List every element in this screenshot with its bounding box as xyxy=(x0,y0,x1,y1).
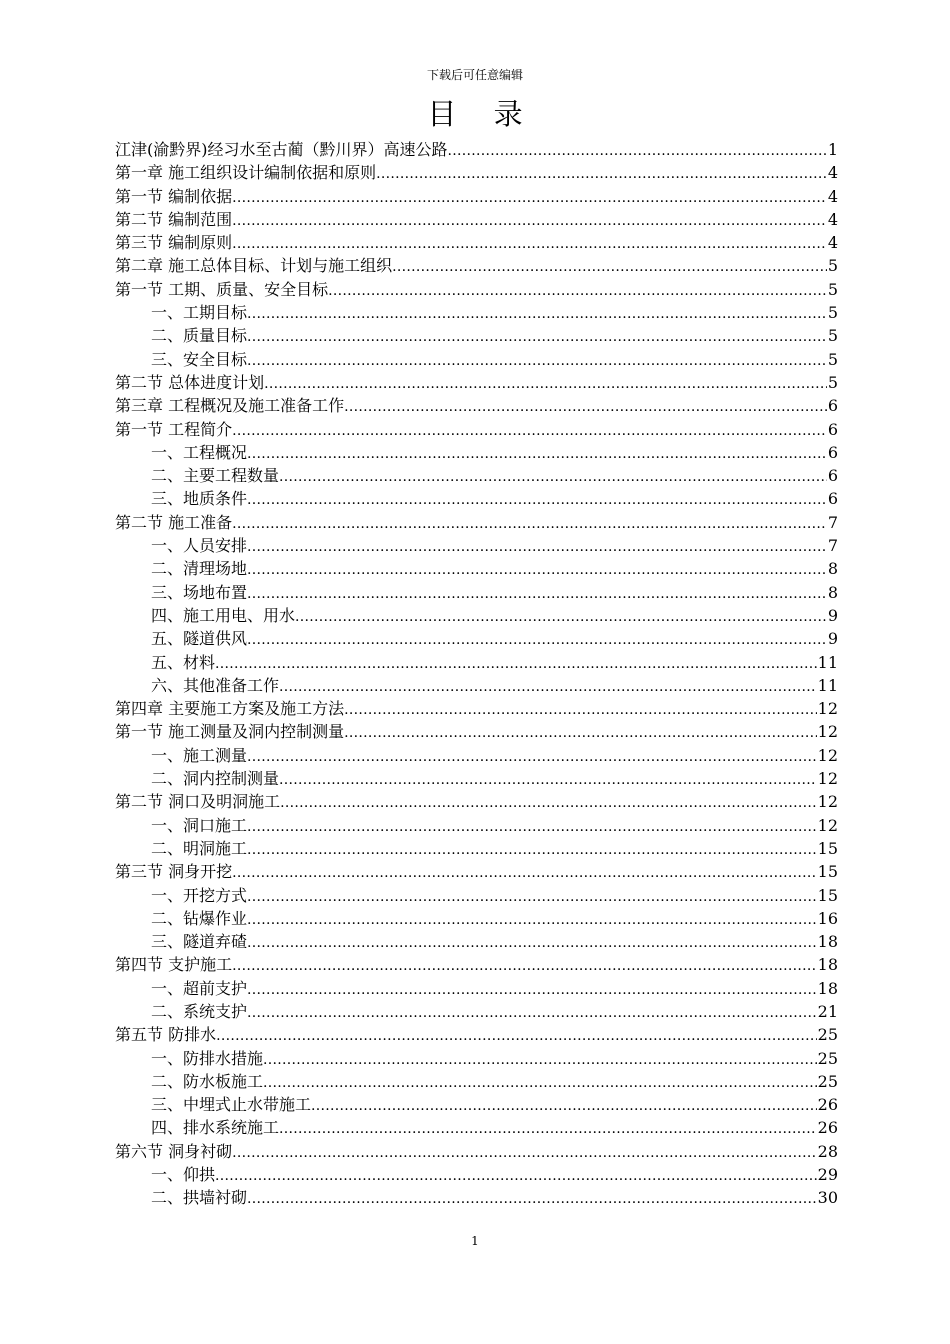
toc-dot-leader xyxy=(232,862,817,883)
toc-dot-leader xyxy=(280,792,817,813)
toc-dot-leader xyxy=(247,489,827,510)
toc-entry[interactable] xyxy=(115,557,838,580)
toc-entry-title: 四、排水系统施工 xyxy=(151,1118,280,1138)
toc-entry[interactable] xyxy=(115,1070,838,1093)
toc-entry-title: 二、防水板施工 xyxy=(151,1071,264,1091)
toc-dot-leader xyxy=(311,1095,817,1116)
toc-entry-title: 第三节 洞身开挖 xyxy=(115,862,233,882)
toc-entry[interactable] xyxy=(115,371,838,394)
toc-entry-title: 五、材料 xyxy=(151,652,216,672)
table-of-contents xyxy=(115,138,838,1210)
toc-entry-title: 一、超前支护 xyxy=(151,978,248,998)
toc-entry-page: 11 xyxy=(817,675,838,695)
toc-dot-leader xyxy=(263,1049,817,1070)
toc-entry[interactable] xyxy=(115,1047,838,1070)
toc-entry-page: 12 xyxy=(817,815,838,835)
toc-entry-title: 四、施工用电、用水 xyxy=(151,605,296,625)
toc-entry-page: 28 xyxy=(817,1141,838,1161)
toc-entry-title: 第二节 施工准备 xyxy=(115,512,233,532)
toc-entry-title: 一、工期目标 xyxy=(151,303,248,323)
toc-entry-title: 第一节 施工测量及洞内控制测量 xyxy=(115,722,345,742)
toc-entry[interactable] xyxy=(115,907,838,930)
toc-entry-title: 第五节 防排水 xyxy=(115,1025,217,1045)
toc-entry[interactable] xyxy=(115,138,838,161)
toc-entry-page: 12 xyxy=(817,722,838,742)
toc-entry-page: 5 xyxy=(827,256,838,276)
toc-entry[interactable] xyxy=(115,231,838,254)
page-title: 目 录 xyxy=(427,97,537,131)
toc-dot-leader xyxy=(344,722,817,743)
toc-entry[interactable] xyxy=(115,464,838,487)
toc-dot-leader xyxy=(232,233,827,254)
toc-entry[interactable] xyxy=(115,1093,838,1116)
toc-dot-leader xyxy=(247,350,827,371)
toc-entry-page: 26 xyxy=(817,1118,838,1138)
toc-dot-leader xyxy=(232,1142,817,1163)
toc-entry-title: 二、钻爆作业 xyxy=(151,908,248,928)
toc-entry[interactable] xyxy=(115,1163,838,1186)
toc-entry-page: 18 xyxy=(817,955,838,975)
toc-dot-leader xyxy=(232,187,827,208)
toc-entry[interactable] xyxy=(115,254,838,277)
toc-entry-page: 6 xyxy=(827,442,838,462)
toc-entry-page: 16 xyxy=(817,908,838,928)
toc-entry[interactable] xyxy=(115,1000,838,1023)
toc-entry-page: 5 xyxy=(827,303,838,323)
toc-dot-leader xyxy=(279,676,817,697)
toc-dot-leader xyxy=(247,559,827,580)
footer-page-number: 1 xyxy=(471,1234,479,1248)
toc-entry[interactable] xyxy=(115,953,838,976)
toc-entry-page: 18 xyxy=(817,978,838,998)
toc-entry[interactable] xyxy=(115,767,838,790)
toc-entry-page: 8 xyxy=(827,582,838,602)
toc-entry[interactable] xyxy=(115,627,838,650)
toc-dot-leader xyxy=(295,606,827,627)
toc-entry[interactable] xyxy=(115,744,838,767)
toc-entry-title: 一、洞口施工 xyxy=(151,815,248,835)
toc-entry-title: 第三章 工程概况及施工准备工作 xyxy=(115,396,345,416)
toc-dot-leader xyxy=(247,839,817,860)
toc-entry-page: 15 xyxy=(817,862,838,882)
toc-entry-title: 三、场地布置 xyxy=(151,582,248,602)
toc-entry-page: 6 xyxy=(827,466,838,486)
toc-entry-page: 8 xyxy=(827,559,838,579)
toc-entry-title: 第一节 工程简介 xyxy=(115,419,233,439)
toc-entry[interactable] xyxy=(115,930,838,953)
toc-dot-leader xyxy=(344,396,827,417)
toc-dot-leader xyxy=(216,1025,817,1046)
toc-entry[interactable] xyxy=(115,278,838,301)
toc-entry[interactable] xyxy=(115,1186,838,1209)
toc-entry-title: 五、隧道供风 xyxy=(151,629,248,649)
toc-entry[interactable] xyxy=(115,884,838,907)
toc-dot-leader xyxy=(279,769,817,790)
toc-entry[interactable] xyxy=(115,348,838,371)
toc-entry-page: 29 xyxy=(817,1165,838,1185)
toc-entry-title: 三、安全目标 xyxy=(151,349,248,369)
toc-entry-page: 5 xyxy=(827,279,838,299)
toc-dot-leader xyxy=(232,955,817,976)
toc-dot-leader xyxy=(247,443,827,464)
toc-entry[interactable] xyxy=(115,651,838,674)
toc-entry-title: 第四节 支护施工 xyxy=(115,955,233,975)
toc-dot-leader xyxy=(279,466,827,487)
toc-entry[interactable] xyxy=(115,487,838,510)
toc-entry[interactable] xyxy=(115,161,838,184)
toc-entry-title: 江津(渝黔界)经习水至古蔺（黔川界）高速公路 xyxy=(115,140,448,159)
toc-entry[interactable] xyxy=(115,1140,838,1163)
toc-entry-title: 一、防排水措施 xyxy=(151,1048,264,1068)
toc-entry-page: 30 xyxy=(817,1188,838,1208)
toc-entry-title: 三、隧道弃碴 xyxy=(151,932,248,952)
toc-entry-title: 第二章 施工总体目标、计划与施工组织 xyxy=(115,256,393,276)
toc-entry-page: 26 xyxy=(817,1095,838,1115)
toc-entry-page: 4 xyxy=(827,163,838,183)
toc-dot-leader xyxy=(247,303,827,324)
toc-entry-page: 6 xyxy=(827,489,838,509)
toc-dot-leader xyxy=(247,583,827,604)
toc-entry[interactable] xyxy=(115,301,838,324)
toc-entry-title: 第四章 主要施工方案及施工方法 xyxy=(115,699,345,719)
toc-dot-leader xyxy=(215,653,817,674)
toc-entry-title: 三、地质条件 xyxy=(151,489,248,509)
toc-entry-page: 7 xyxy=(827,536,838,556)
toc-dot-leader xyxy=(232,420,827,441)
toc-entry-title: 第二节 洞口及明洞施工 xyxy=(115,792,281,812)
toc-entry-page: 9 xyxy=(827,605,838,625)
toc-entry[interactable] xyxy=(115,1116,838,1139)
toc-entry-title: 二、明洞施工 xyxy=(151,838,248,858)
toc-dot-leader xyxy=(247,886,817,907)
toc-dot-leader xyxy=(264,373,827,394)
toc-dot-leader xyxy=(247,932,817,953)
toc-entry[interactable] xyxy=(115,604,838,627)
toc-entry[interactable] xyxy=(115,697,838,720)
toc-dot-leader xyxy=(215,1165,817,1186)
toc-dot-leader xyxy=(247,536,827,557)
toc-entry-title: 第一节 编制依据 xyxy=(115,186,233,206)
toc-dot-leader xyxy=(232,210,827,231)
toc-entry[interactable] xyxy=(115,534,838,557)
toc-entry-title: 一、开挖方式 xyxy=(151,885,248,905)
toc-entry[interactable] xyxy=(115,208,838,231)
toc-dot-leader xyxy=(247,816,817,837)
toc-entry-page: 15 xyxy=(817,885,838,905)
toc-entry[interactable] xyxy=(115,720,838,743)
toc-dot-leader xyxy=(392,256,827,277)
toc-entry-page: 1 xyxy=(827,140,838,159)
toc-entry[interactable] xyxy=(115,441,838,464)
toc-dot-leader xyxy=(376,163,827,184)
toc-entry[interactable] xyxy=(115,511,838,534)
toc-entry-title: 二、清理场地 xyxy=(151,559,248,579)
toc-dot-leader xyxy=(344,699,817,720)
toc-entry-title: 第三节 编制原则 xyxy=(115,233,233,253)
toc-entry[interactable] xyxy=(115,394,838,417)
toc-dot-leader xyxy=(448,140,827,161)
toc-entry-page: 6 xyxy=(827,419,838,439)
toc-entry[interactable] xyxy=(115,1023,838,1046)
toc-entry-page: 5 xyxy=(827,326,838,346)
toc-entry-page: 15 xyxy=(817,838,838,858)
toc-entry-page: 21 xyxy=(817,1001,838,1021)
toc-entry-page: 12 xyxy=(817,745,838,765)
toc-entry-page: 4 xyxy=(827,233,838,253)
toc-entry-page: 18 xyxy=(817,932,838,952)
toc-entry-page: 9 xyxy=(827,629,838,649)
toc-entry-title: 二、洞内控制测量 xyxy=(151,769,280,789)
toc-entry-page: 4 xyxy=(827,209,838,229)
toc-dot-leader xyxy=(247,909,817,930)
toc-entry[interactable] xyxy=(115,581,838,604)
toc-entry-page: 12 xyxy=(817,792,838,812)
toc-entry-title: 第二节 编制范围 xyxy=(115,209,233,229)
toc-entry-title: 第一章 施工组织设计编制依据和原则 xyxy=(115,163,377,183)
toc-entry-page: 12 xyxy=(817,769,838,789)
toc-entry-title: 二、质量目标 xyxy=(151,326,248,346)
toc-entry-title: 第一节 工期、质量、安全目标 xyxy=(115,279,329,299)
toc-entry-page: 25 xyxy=(817,1048,838,1068)
toc-entry[interactable] xyxy=(115,860,838,883)
toc-entry-title: 一、工程概况 xyxy=(151,442,248,462)
toc-entry-title: 二、系统支护 xyxy=(151,1001,248,1021)
toc-entry-page: 4 xyxy=(827,186,838,206)
toc-dot-leader xyxy=(328,280,827,301)
toc-entry-page: 7 xyxy=(827,512,838,532)
toc-dot-leader xyxy=(232,513,827,534)
toc-dot-leader xyxy=(247,326,827,347)
toc-entry-page: 12 xyxy=(817,699,838,719)
toc-entry-title: 第六节 洞身衬砌 xyxy=(115,1141,233,1161)
toc-entry[interactable] xyxy=(115,674,838,697)
toc-entry-title: 三、中埋式止水带施工 xyxy=(151,1095,312,1115)
toc-dot-leader xyxy=(279,1118,817,1139)
toc-entry[interactable] xyxy=(115,324,838,347)
toc-entry-page: 11 xyxy=(817,652,838,672)
toc-dot-leader xyxy=(263,1072,817,1093)
toc-entry-title: 第二节 总体进度计划 xyxy=(115,372,265,392)
toc-entry[interactable] xyxy=(115,977,838,1000)
toc-entry[interactable] xyxy=(115,418,838,441)
toc-dot-leader xyxy=(247,629,827,650)
toc-entry-title: 二、主要工程数量 xyxy=(151,466,280,486)
toc-entry[interactable] xyxy=(115,837,838,860)
toc-entry[interactable] xyxy=(115,185,838,208)
toc-entry-title: 一、施工测量 xyxy=(151,745,248,765)
header-note: 下载后可任意编辑 xyxy=(426,68,523,82)
toc-entry-title: 二、拱墙衬砌 xyxy=(151,1188,248,1208)
toc-entry-page: 5 xyxy=(827,372,838,392)
toc-entry-title: 六、其他准备工作 xyxy=(151,675,280,695)
toc-dot-leader xyxy=(247,1002,817,1023)
toc-entry[interactable] xyxy=(115,790,838,813)
toc-entry-page: 25 xyxy=(817,1025,838,1045)
toc-entry-title: 一、仰拱 xyxy=(151,1165,216,1185)
toc-entry[interactable] xyxy=(115,814,838,837)
toc-entry-page: 25 xyxy=(817,1071,838,1091)
toc-dot-leader xyxy=(247,746,817,767)
toc-entry-page: 5 xyxy=(827,349,838,369)
toc-dot-leader xyxy=(247,1188,817,1209)
toc-dot-leader xyxy=(247,979,817,1000)
toc-entry-title: 一、人员安排 xyxy=(151,536,248,556)
toc-entry-page: 6 xyxy=(827,396,838,416)
